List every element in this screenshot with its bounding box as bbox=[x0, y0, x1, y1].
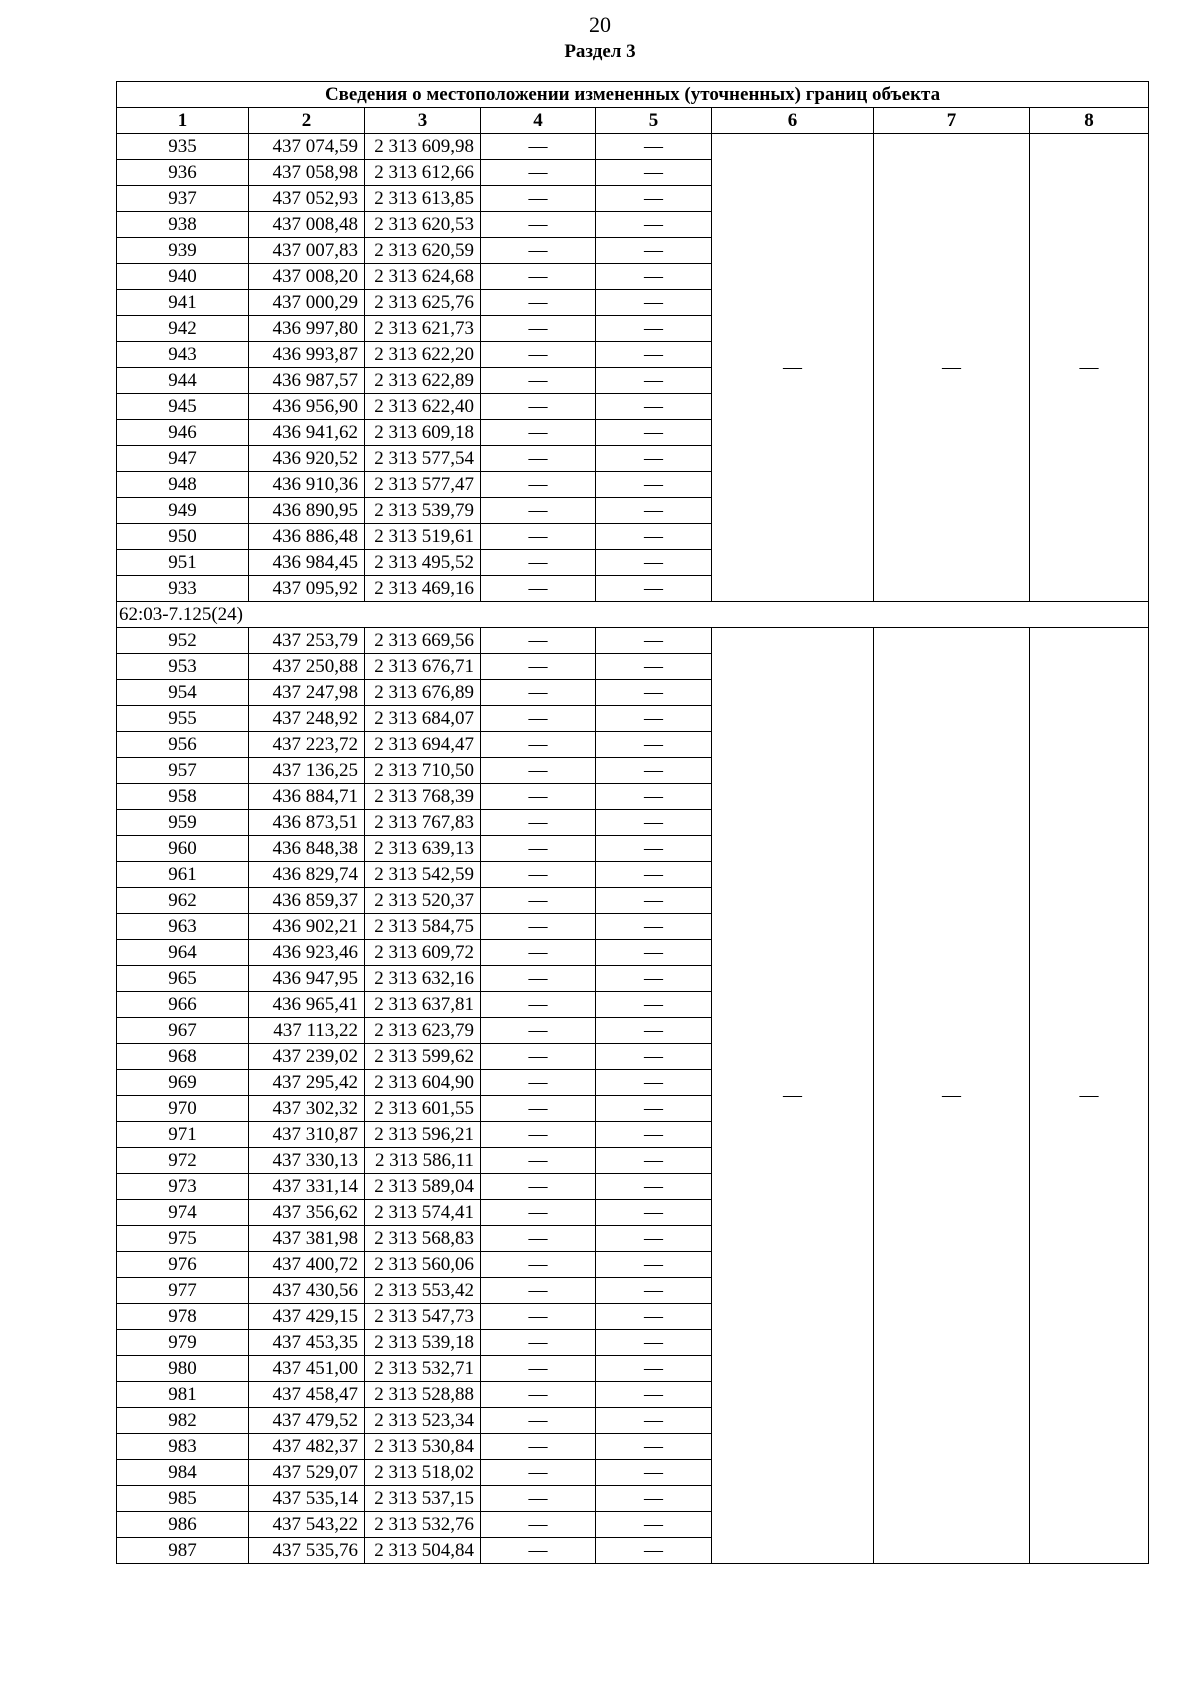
point-number: 978 bbox=[117, 1304, 249, 1330]
point-number: 960 bbox=[117, 836, 249, 862]
table-body bbox=[117, 134, 1149, 1564]
point-number: 956 bbox=[117, 732, 249, 758]
coord-x: 437 095,92 bbox=[249, 576, 365, 602]
col4-value: — bbox=[481, 1356, 596, 1382]
coord-y: 2 313 684,07 bbox=[365, 706, 481, 732]
coord-y: 2 313 676,71 bbox=[365, 654, 481, 680]
coord-x: 437 052,93 bbox=[249, 186, 365, 212]
coord-y: 2 313 632,16 bbox=[365, 966, 481, 992]
point-number: 986 bbox=[117, 1512, 249, 1538]
coord-y: 2 313 520,37 bbox=[365, 888, 481, 914]
coord-y: 2 313 601,55 bbox=[365, 1096, 481, 1122]
col4-value: — bbox=[481, 576, 596, 602]
coord-y: 2 313 637,81 bbox=[365, 992, 481, 1018]
column-header-1: 1 bbox=[117, 108, 249, 134]
point-number: 970 bbox=[117, 1096, 249, 1122]
col4-value: — bbox=[481, 1200, 596, 1226]
point-number: 942 bbox=[117, 316, 249, 342]
point-number: 969 bbox=[117, 1070, 249, 1096]
col5-value: — bbox=[596, 1304, 712, 1330]
coord-x: 437 356,62 bbox=[249, 1200, 365, 1226]
col5-value: — bbox=[596, 212, 712, 238]
col5-value: — bbox=[596, 654, 712, 680]
col5-value: — bbox=[596, 758, 712, 784]
point-number: 974 bbox=[117, 1200, 249, 1226]
col7-value: — bbox=[874, 628, 1030, 1564]
col4-value: — bbox=[481, 836, 596, 862]
col4-value: — bbox=[481, 1486, 596, 1512]
coord-y: 2 313 767,83 bbox=[365, 810, 481, 836]
coord-x: 437 295,42 bbox=[249, 1070, 365, 1096]
section-title: Раздел 3 bbox=[564, 41, 636, 62]
col5-value: — bbox=[596, 732, 712, 758]
point-number: 945 bbox=[117, 394, 249, 420]
col4-value: — bbox=[481, 1330, 596, 1356]
coord-y: 2 313 622,89 bbox=[365, 368, 481, 394]
point-number: 965 bbox=[117, 966, 249, 992]
col4-value: — bbox=[481, 1070, 596, 1096]
point-number: 975 bbox=[117, 1226, 249, 1252]
column-header-2: 2 bbox=[249, 108, 365, 134]
coord-x: 436 956,90 bbox=[249, 394, 365, 420]
coord-x: 436 920,52 bbox=[249, 446, 365, 472]
point-number: 967 bbox=[117, 1018, 249, 1044]
coord-y: 2 313 609,98 bbox=[365, 134, 481, 160]
col4-value: — bbox=[481, 1278, 596, 1304]
col5-value: — bbox=[596, 992, 712, 1018]
col4-value: — bbox=[481, 1018, 596, 1044]
coord-y: 2 313 504,84 bbox=[365, 1538, 481, 1564]
point-number: 946 bbox=[117, 420, 249, 446]
coord-y: 2 313 532,71 bbox=[365, 1356, 481, 1382]
point-number: 958 bbox=[117, 784, 249, 810]
coord-y: 2 313 547,73 bbox=[365, 1304, 481, 1330]
col5-value: — bbox=[596, 1330, 712, 1356]
coord-x: 436 987,57 bbox=[249, 368, 365, 394]
coord-x: 437 529,07 bbox=[249, 1460, 365, 1486]
page-number: 20 bbox=[589, 12, 611, 37]
coord-y: 2 313 710,50 bbox=[365, 758, 481, 784]
col4-value: — bbox=[481, 680, 596, 706]
coord-y: 2 313 542,59 bbox=[365, 862, 481, 888]
col5-value: — bbox=[596, 1512, 712, 1538]
col4-value: — bbox=[481, 316, 596, 342]
col4-value: — bbox=[481, 446, 596, 472]
coord-y: 2 313 599,62 bbox=[365, 1044, 481, 1070]
col4-value: — bbox=[481, 1408, 596, 1434]
coord-y: 2 313 620,53 bbox=[365, 212, 481, 238]
coord-y: 2 313 584,75 bbox=[365, 914, 481, 940]
col4-value: — bbox=[481, 810, 596, 836]
point-number: 937 bbox=[117, 186, 249, 212]
coord-x: 437 248,92 bbox=[249, 706, 365, 732]
coord-y: 2 313 537,15 bbox=[365, 1486, 481, 1512]
coord-x: 437 451,00 bbox=[249, 1356, 365, 1382]
coord-y: 2 313 622,40 bbox=[365, 394, 481, 420]
col5-value: — bbox=[596, 1356, 712, 1382]
col4-value: — bbox=[481, 758, 596, 784]
coord-y: 2 313 586,11 bbox=[365, 1148, 481, 1174]
coord-x: 437 250,88 bbox=[249, 654, 365, 680]
coord-x: 437 136,25 bbox=[249, 758, 365, 784]
col4-value: — bbox=[481, 186, 596, 212]
coord-x: 436 902,21 bbox=[249, 914, 365, 940]
point-number: 961 bbox=[117, 862, 249, 888]
column-header-8: 8 bbox=[1030, 108, 1149, 134]
col5-value: — bbox=[596, 836, 712, 862]
col5-value: — bbox=[596, 810, 712, 836]
col5-value: — bbox=[596, 1408, 712, 1434]
coord-x: 437 253,79 bbox=[249, 628, 365, 654]
coord-y: 2 313 577,54 bbox=[365, 446, 481, 472]
point-number: 962 bbox=[117, 888, 249, 914]
point-number: 981 bbox=[117, 1382, 249, 1408]
coord-x: 437 239,02 bbox=[249, 1044, 365, 1070]
col5-value: — bbox=[596, 1486, 712, 1512]
col5-value: — bbox=[596, 550, 712, 576]
point-number: 943 bbox=[117, 342, 249, 368]
col4-value: — bbox=[481, 1434, 596, 1460]
point-number: 957 bbox=[117, 758, 249, 784]
coord-y: 2 313 613,85 bbox=[365, 186, 481, 212]
col4-value: — bbox=[481, 1148, 596, 1174]
coord-x: 436 829,74 bbox=[249, 862, 365, 888]
col5-value: — bbox=[596, 368, 712, 394]
col5-value: — bbox=[596, 1148, 712, 1174]
coord-x: 437 330,13 bbox=[249, 1148, 365, 1174]
point-number: 953 bbox=[117, 654, 249, 680]
col4-value: — bbox=[481, 498, 596, 524]
col5-value: — bbox=[596, 420, 712, 446]
coord-y: 2 313 624,68 bbox=[365, 264, 481, 290]
col5-value: — bbox=[596, 1252, 712, 1278]
col5-value: — bbox=[596, 498, 712, 524]
coord-x: 437 113,22 bbox=[249, 1018, 365, 1044]
col4-value: — bbox=[481, 992, 596, 1018]
coord-x: 437 331,14 bbox=[249, 1174, 365, 1200]
coord-y: 2 313 694,47 bbox=[365, 732, 481, 758]
coord-y: 2 313 532,76 bbox=[365, 1512, 481, 1538]
coord-x: 436 993,87 bbox=[249, 342, 365, 368]
coord-y: 2 313 539,18 bbox=[365, 1330, 481, 1356]
col4-value: — bbox=[481, 1226, 596, 1252]
coord-x: 437 008,20 bbox=[249, 264, 365, 290]
coord-x: 436 997,80 bbox=[249, 316, 365, 342]
col5-value: — bbox=[596, 1226, 712, 1252]
col4-value: — bbox=[481, 1304, 596, 1330]
coord-y: 2 313 609,18 bbox=[365, 420, 481, 446]
col5-value: — bbox=[596, 706, 712, 732]
col5-value: — bbox=[596, 160, 712, 186]
col5-value: — bbox=[596, 576, 712, 602]
coord-y: 2 313 609,72 bbox=[365, 940, 481, 966]
coord-y: 2 313 574,41 bbox=[365, 1200, 481, 1226]
coord-x: 437 007,83 bbox=[249, 238, 365, 264]
col4-value: — bbox=[481, 238, 596, 264]
col5-value: — bbox=[596, 966, 712, 992]
point-number: 955 bbox=[117, 706, 249, 732]
col5-value: — bbox=[596, 888, 712, 914]
coord-x: 437 302,32 bbox=[249, 1096, 365, 1122]
point-number: 968 bbox=[117, 1044, 249, 1070]
coord-y: 2 313 568,83 bbox=[365, 1226, 481, 1252]
coord-y: 2 313 528,88 bbox=[365, 1382, 481, 1408]
col4-value: — bbox=[481, 1096, 596, 1122]
col5-value: — bbox=[596, 862, 712, 888]
coord-y: 2 313 669,56 bbox=[365, 628, 481, 654]
col5-value: — bbox=[596, 394, 712, 420]
col6-value: — bbox=[712, 628, 874, 1564]
column-header-6: 6 bbox=[712, 108, 874, 134]
col4-value: — bbox=[481, 264, 596, 290]
coord-y: 2 313 612,66 bbox=[365, 160, 481, 186]
point-number: 972 bbox=[117, 1148, 249, 1174]
col4-value: — bbox=[481, 914, 596, 940]
col4-value: — bbox=[481, 862, 596, 888]
point-number: 949 bbox=[117, 498, 249, 524]
coord-y: 2 313 519,61 bbox=[365, 524, 481, 550]
point-number: 979 bbox=[117, 1330, 249, 1356]
column-header-5: 5 bbox=[596, 108, 712, 134]
col5-value: — bbox=[596, 264, 712, 290]
coord-y: 2 313 639,13 bbox=[365, 836, 481, 862]
coord-y: 2 313 768,39 bbox=[365, 784, 481, 810]
col5-value: — bbox=[596, 186, 712, 212]
point-number: 984 bbox=[117, 1460, 249, 1486]
column-header-4: 4 bbox=[481, 108, 596, 134]
col4-value: — bbox=[481, 550, 596, 576]
point-number: 935 bbox=[117, 134, 249, 160]
coord-x: 437 430,56 bbox=[249, 1278, 365, 1304]
coord-y: 2 313 577,47 bbox=[365, 472, 481, 498]
col4-value: — bbox=[481, 628, 596, 654]
coord-x: 437 008,48 bbox=[249, 212, 365, 238]
coord-y: 2 313 620,59 bbox=[365, 238, 481, 264]
col4-value: — bbox=[481, 654, 596, 680]
col4-value: — bbox=[481, 368, 596, 394]
col5-value: — bbox=[596, 472, 712, 498]
col4-value: — bbox=[481, 1382, 596, 1408]
point-number: 973 bbox=[117, 1174, 249, 1200]
point-number: 954 bbox=[117, 680, 249, 706]
coord-x: 436 873,51 bbox=[249, 810, 365, 836]
col5-value: — bbox=[596, 290, 712, 316]
point-number: 959 bbox=[117, 810, 249, 836]
col8-value: — bbox=[1030, 134, 1149, 602]
col5-value: — bbox=[596, 1044, 712, 1070]
coord-y: 2 313 539,79 bbox=[365, 498, 481, 524]
col5-value: — bbox=[596, 238, 712, 264]
col5-value: — bbox=[596, 1018, 712, 1044]
col4-value: — bbox=[481, 784, 596, 810]
column-header-7: 7 bbox=[874, 108, 1030, 134]
point-number: 971 bbox=[117, 1122, 249, 1148]
col4-value: — bbox=[481, 420, 596, 446]
coord-x: 436 965,41 bbox=[249, 992, 365, 1018]
col4-value: — bbox=[481, 290, 596, 316]
col5-value: — bbox=[596, 1122, 712, 1148]
coord-y: 2 313 676,89 bbox=[365, 680, 481, 706]
coord-y: 2 313 530,84 bbox=[365, 1434, 481, 1460]
point-number: 933 bbox=[117, 576, 249, 602]
coord-y: 2 313 623,79 bbox=[365, 1018, 481, 1044]
col4-value: — bbox=[481, 1044, 596, 1070]
col5-value: — bbox=[596, 1096, 712, 1122]
point-number: 987 bbox=[117, 1538, 249, 1564]
col4-value: — bbox=[481, 212, 596, 238]
col4-value: — bbox=[481, 160, 596, 186]
col5-value: — bbox=[596, 316, 712, 342]
point-number: 964 bbox=[117, 940, 249, 966]
coord-y: 2 313 621,73 bbox=[365, 316, 481, 342]
col5-value: — bbox=[596, 342, 712, 368]
coord-x: 437 247,98 bbox=[249, 680, 365, 706]
col4-value: — bbox=[481, 472, 596, 498]
col4-value: — bbox=[481, 394, 596, 420]
col6-value: — bbox=[712, 134, 874, 602]
col4-value: — bbox=[481, 940, 596, 966]
col5-value: — bbox=[596, 940, 712, 966]
coord-x: 437 074,59 bbox=[249, 134, 365, 160]
col5-value: — bbox=[596, 1174, 712, 1200]
col5-value: — bbox=[596, 1070, 712, 1096]
col5-value: — bbox=[596, 628, 712, 654]
coord-x: 437 482,37 bbox=[249, 1434, 365, 1460]
point-number: 947 bbox=[117, 446, 249, 472]
table-row bbox=[117, 134, 1149, 160]
coord-x: 437 400,72 bbox=[249, 1252, 365, 1278]
col4-value: — bbox=[481, 1460, 596, 1486]
col5-value: — bbox=[596, 1460, 712, 1486]
col4-value: — bbox=[481, 1252, 596, 1278]
coord-y: 2 313 622,20 bbox=[365, 342, 481, 368]
point-number: 951 bbox=[117, 550, 249, 576]
group-label: 62:03-7.125(24) bbox=[117, 602, 1149, 628]
col5-value: — bbox=[596, 680, 712, 706]
point-number: 950 bbox=[117, 524, 249, 550]
col5-value: — bbox=[596, 1434, 712, 1460]
col4-value: — bbox=[481, 732, 596, 758]
point-number: 939 bbox=[117, 238, 249, 264]
col5-value: — bbox=[596, 446, 712, 472]
coord-y: 2 313 560,06 bbox=[365, 1252, 481, 1278]
coord-y: 2 313 604,90 bbox=[365, 1070, 481, 1096]
point-number: 983 bbox=[117, 1434, 249, 1460]
col4-value: — bbox=[481, 1538, 596, 1564]
point-number: 977 bbox=[117, 1278, 249, 1304]
coord-x: 436 848,38 bbox=[249, 836, 365, 862]
point-number: 938 bbox=[117, 212, 249, 238]
col5-value: — bbox=[596, 1200, 712, 1226]
coord-y: 2 313 596,21 bbox=[365, 1122, 481, 1148]
col4-value: — bbox=[481, 342, 596, 368]
col4-value: — bbox=[481, 1122, 596, 1148]
col5-value: — bbox=[596, 1278, 712, 1304]
col5-value: — bbox=[596, 914, 712, 940]
coord-x: 437 458,47 bbox=[249, 1382, 365, 1408]
coord-x: 437 223,72 bbox=[249, 732, 365, 758]
coord-x: 437 535,14 bbox=[249, 1486, 365, 1512]
point-number: 976 bbox=[117, 1252, 249, 1278]
coord-x: 437 535,76 bbox=[249, 1538, 365, 1564]
coord-x: 436 941,62 bbox=[249, 420, 365, 446]
coord-x: 437 381,98 bbox=[249, 1226, 365, 1252]
table-caption: Сведения о местоположении измененных (уточненных) границ объекта bbox=[117, 82, 1149, 108]
col4-value: — bbox=[481, 1512, 596, 1538]
point-number: 985 bbox=[117, 1486, 249, 1512]
point-number: 941 bbox=[117, 290, 249, 316]
coord-x: 436 859,37 bbox=[249, 888, 365, 914]
coord-y: 2 313 589,04 bbox=[365, 1174, 481, 1200]
coord-x: 437 000,29 bbox=[249, 290, 365, 316]
coord-x: 436 947,95 bbox=[249, 966, 365, 992]
coord-y: 2 313 518,02 bbox=[365, 1460, 481, 1486]
table-row bbox=[117, 628, 1149, 654]
coord-x: 437 453,35 bbox=[249, 1330, 365, 1356]
column-number-row bbox=[117, 108, 1149, 134]
col7-value: — bbox=[874, 134, 1030, 602]
point-number: 948 bbox=[117, 472, 249, 498]
coord-y: 2 313 523,34 bbox=[365, 1408, 481, 1434]
coord-x: 436 910,36 bbox=[249, 472, 365, 498]
coord-x: 436 984,45 bbox=[249, 550, 365, 576]
group-label-row bbox=[117, 602, 1149, 628]
coordinates-table bbox=[116, 81, 1149, 1564]
point-number: 963 bbox=[117, 914, 249, 940]
point-number: 944 bbox=[117, 368, 249, 394]
col4-value: — bbox=[481, 134, 596, 160]
point-number: 966 bbox=[117, 992, 249, 1018]
column-header-3: 3 bbox=[365, 108, 481, 134]
coord-x: 437 058,98 bbox=[249, 160, 365, 186]
point-number: 940 bbox=[117, 264, 249, 290]
coord-y: 2 313 553,42 bbox=[365, 1278, 481, 1304]
point-number: 952 bbox=[117, 628, 249, 654]
coord-y: 2 313 495,52 bbox=[365, 550, 481, 576]
col4-value: — bbox=[481, 524, 596, 550]
coord-y: 2 313 469,16 bbox=[365, 576, 481, 602]
coord-x: 436 923,46 bbox=[249, 940, 365, 966]
coord-x: 436 890,95 bbox=[249, 498, 365, 524]
point-number: 980 bbox=[117, 1356, 249, 1382]
col8-value: — bbox=[1030, 628, 1149, 1564]
coord-x: 436 884,71 bbox=[249, 784, 365, 810]
col5-value: — bbox=[596, 1538, 712, 1564]
coord-x: 437 310,87 bbox=[249, 1122, 365, 1148]
col4-value: — bbox=[481, 1174, 596, 1200]
col5-value: — bbox=[596, 784, 712, 810]
coord-y: 2 313 625,76 bbox=[365, 290, 481, 316]
col5-value: — bbox=[596, 134, 712, 160]
col5-value: — bbox=[596, 1382, 712, 1408]
col4-value: — bbox=[481, 888, 596, 914]
col4-value: — bbox=[481, 706, 596, 732]
coord-x: 437 479,52 bbox=[249, 1408, 365, 1434]
point-number: 982 bbox=[117, 1408, 249, 1434]
col5-value: — bbox=[596, 524, 712, 550]
point-number: 936 bbox=[117, 160, 249, 186]
coord-x: 436 886,48 bbox=[249, 524, 365, 550]
coord-x: 437 429,15 bbox=[249, 1304, 365, 1330]
col4-value: — bbox=[481, 966, 596, 992]
coord-x: 437 543,22 bbox=[249, 1512, 365, 1538]
